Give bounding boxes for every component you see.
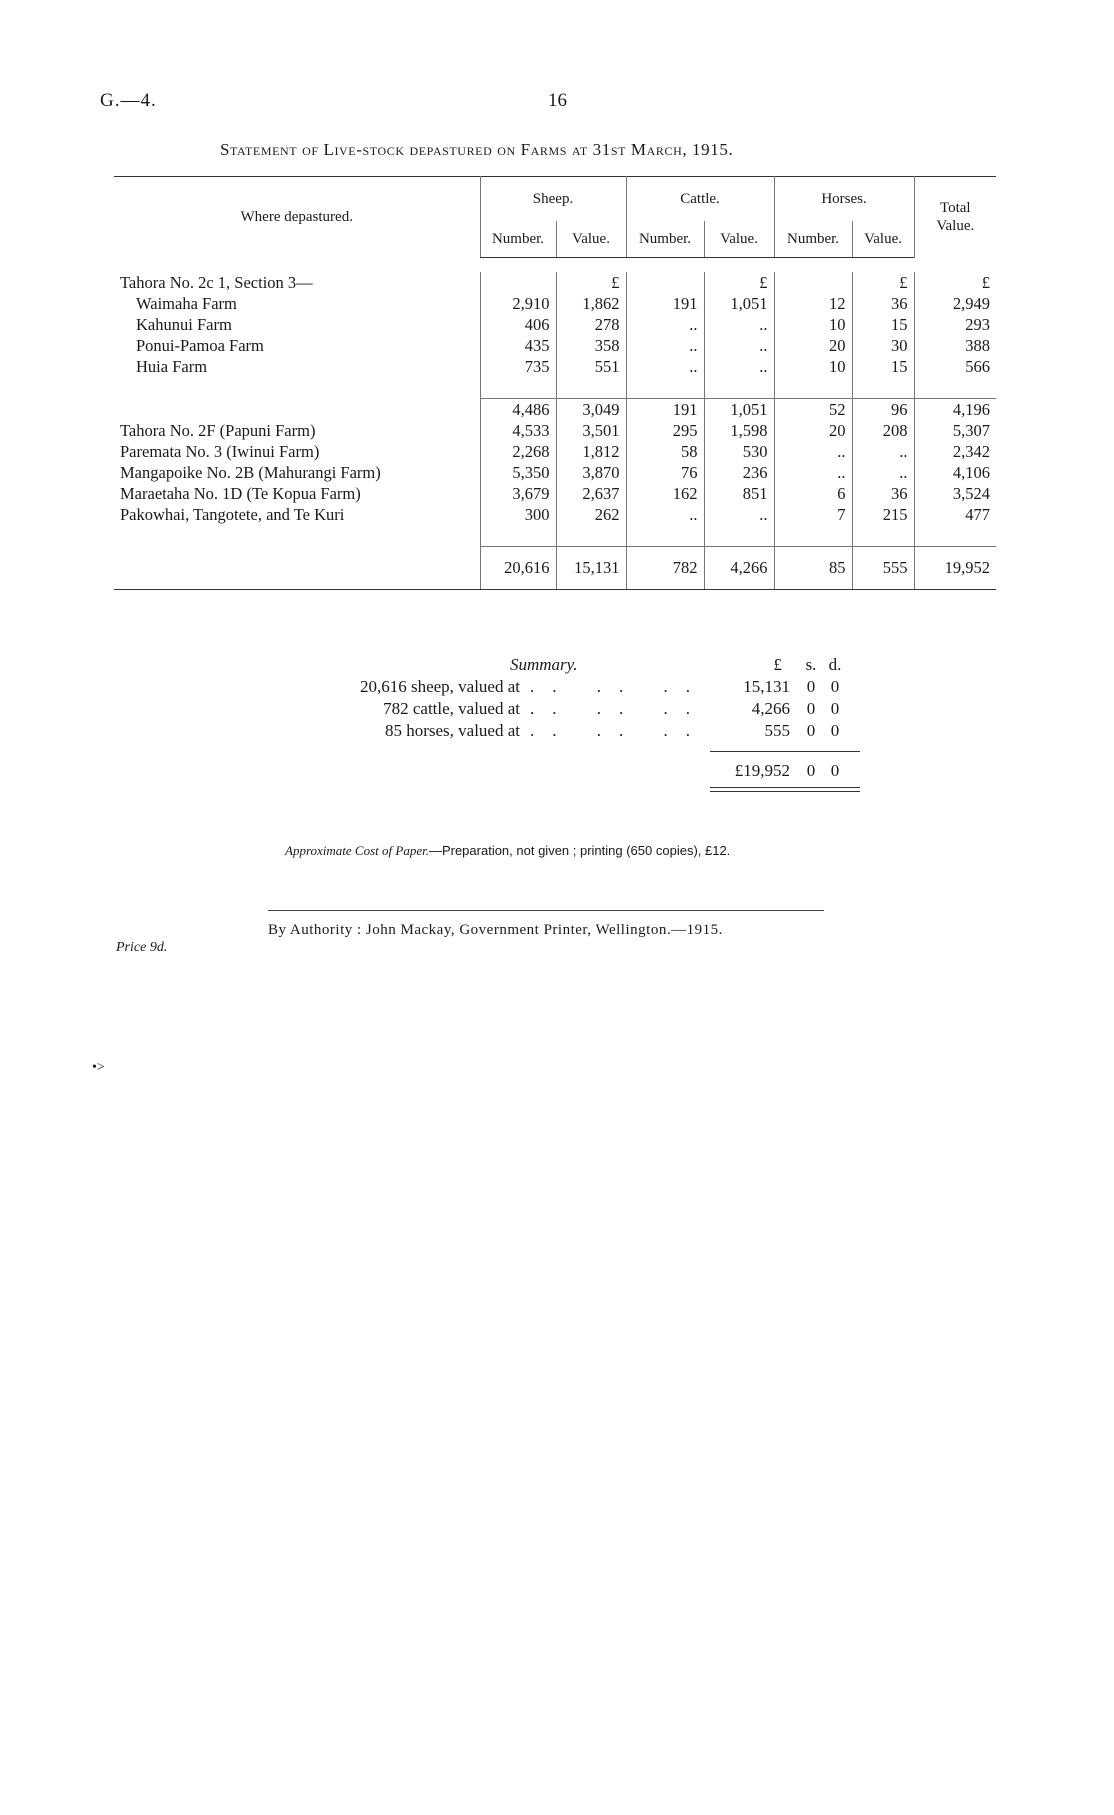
horses-number: ..: [774, 462, 852, 483]
horses-number: 12: [774, 293, 852, 314]
farm-name: Paremata No. 3 (Iwinui Farm): [120, 442, 320, 461]
total-value: 3,524: [914, 483, 996, 504]
horses-number: 10: [774, 356, 852, 377]
sheep-value: 3,870: [556, 462, 626, 483]
header-cattle-number: Number.: [626, 221, 704, 258]
total-value: 566: [914, 356, 996, 377]
subtotal-cattle-number: 191: [626, 399, 704, 421]
farm-name: Waimaha Farm: [136, 294, 237, 313]
summary-label: 20,616 sheep, valued at: [359, 677, 520, 696]
page-number: 16: [548, 90, 567, 111]
table-row: [114, 314, 996, 335]
summary-total-row: [240, 761, 860, 783]
total-sheep-number: 20,616: [480, 547, 556, 590]
summary-label: 85 horses, valued at: [384, 721, 520, 740]
table-row: [114, 420, 996, 441]
summary-amount: 555: [764, 721, 790, 740]
currency-sign: £: [852, 272, 914, 293]
farm-name: Ponui-Pamoa Farm: [136, 336, 264, 355]
cattle-value: ..: [704, 314, 774, 335]
summary-label: 782 cattle, valued at: [383, 699, 520, 718]
livestock-table: [114, 176, 996, 590]
total-value: 293: [914, 314, 996, 335]
summary-double-rule-top: [710, 787, 860, 788]
cattle-value: 530: [704, 441, 774, 462]
header-horses-value: Value.: [852, 221, 914, 258]
total-value: 477: [914, 504, 996, 525]
summary-total-d: 0: [830, 761, 840, 780]
summary-shillings: 0: [806, 699, 816, 718]
farm-name: Maraetaha No. 1D (Te Kopua Farm): [120, 484, 361, 503]
horses-value: 15: [852, 314, 914, 335]
subtotal-horses-number: 52: [774, 399, 852, 421]
total-value: 2,949: [914, 293, 996, 314]
summary-row: [240, 677, 860, 699]
sheep-value: 358: [556, 335, 626, 356]
subtotal-horses-value: 96: [852, 399, 914, 421]
cost-of-paper-note: [285, 843, 730, 859]
total-horses-value: 555: [852, 547, 914, 590]
table-row: [114, 504, 996, 525]
horses-value: 15: [852, 356, 914, 377]
cattle-number: 162: [626, 483, 704, 504]
table-row: [114, 483, 996, 504]
cost-label: Approximate Cost of Paper.: [285, 843, 429, 858]
summary-double-rule-bottom: [710, 791, 860, 792]
sheep-value: 278: [556, 314, 626, 335]
horses-value: 36: [852, 483, 914, 504]
horses-value: 215: [852, 504, 914, 525]
horses-value: ..: [852, 462, 914, 483]
total-cattle-number: 782: [626, 547, 704, 590]
imprint-divider: [268, 910, 824, 911]
cattle-number: ..: [626, 335, 704, 356]
leader-dots: .. .. ..: [530, 677, 708, 696]
summary-shillings: 0: [806, 677, 816, 696]
header-cattle-value: Value.: [704, 221, 774, 258]
total-cattle-value: 4,266: [704, 547, 774, 590]
total-value: 2,342: [914, 441, 996, 462]
farm-name: Pakowhai, Tangotete, and Te Kuri: [120, 505, 345, 524]
summary-amount: 15,131: [743, 677, 790, 696]
horses-value: 30: [852, 335, 914, 356]
sheep-number: 435: [480, 335, 556, 356]
sheep-number: 4,533: [480, 420, 556, 441]
summary-title: Summary.: [510, 655, 578, 674]
sheep-number: 735: [480, 356, 556, 377]
price-note: Price 9d.: [116, 940, 168, 955]
summary-pence: 0: [830, 699, 840, 718]
cattle-number: 58: [626, 441, 704, 462]
sheep-number: 3,679: [480, 483, 556, 504]
header-cattle: Cattle.: [626, 177, 774, 222]
sheep-number: 406: [480, 314, 556, 335]
table-row: [114, 356, 996, 377]
header-horses: Horses.: [774, 177, 914, 222]
sheep-number: 300: [480, 504, 556, 525]
summary-pound-header: £: [773, 655, 782, 674]
summary-rule: [710, 751, 860, 752]
cattle-number: 295: [626, 420, 704, 441]
sheep-value: 551: [556, 356, 626, 377]
sheep-number: 2,268: [480, 441, 556, 462]
cattle-number: 191: [626, 293, 704, 314]
cattle-value: 1,051: [704, 293, 774, 314]
statement-title: Statement of Live-stock depastured on Farms at 31st March, 1915.: [220, 140, 734, 159]
sheep-number: 2,910: [480, 293, 556, 314]
total-grand-value: 19,952: [914, 547, 996, 590]
farm-name: Huia Farm: [136, 357, 208, 376]
sheep-value: 2,637: [556, 483, 626, 504]
total-value: 388: [914, 335, 996, 356]
horses-number: ..: [774, 441, 852, 462]
leader-dots: .. .. ..: [530, 721, 708, 740]
group-heading: Tahora No. 2c 1, Section 3—: [120, 273, 313, 292]
table-row: [114, 293, 996, 314]
total-sheep-value: 15,131: [556, 547, 626, 590]
farm-name: Tahora No. 2F (Papuni Farm): [120, 421, 316, 440]
cattle-number: ..: [626, 504, 704, 525]
summary-row: [240, 721, 860, 743]
cattle-value: ..: [704, 335, 774, 356]
summary-total-amount: £19,952: [734, 761, 790, 780]
sheep-value: 1,862: [556, 293, 626, 314]
horses-number: 20: [774, 420, 852, 441]
header-horses-number: Number.: [774, 221, 852, 258]
cattle-value: ..: [704, 504, 774, 525]
subtotal-sheep-value: 3,049: [556, 399, 626, 421]
cattle-value: 236: [704, 462, 774, 483]
horses-number: 7: [774, 504, 852, 525]
table-row: [114, 272, 996, 293]
cattle-value: ..: [704, 356, 774, 377]
summary-row: [240, 699, 860, 721]
horses-number: 10: [774, 314, 852, 335]
printer-imprint: By Authority : John Mackay, Government Printer, Wellington.—1915.: [268, 922, 723, 938]
currency-sign: £: [914, 272, 996, 293]
total-value: 4,106: [914, 462, 996, 483]
printer-mark: •>: [92, 1060, 105, 1075]
subtotal-total-value: 4,196: [914, 399, 996, 421]
table-row: [114, 441, 996, 462]
table-row: [114, 335, 996, 356]
header-sheep-number: Number.: [480, 221, 556, 258]
header-total-value: Total Value.: [914, 177, 996, 258]
summary-shillings: 0: [806, 721, 816, 740]
horses-value: ..: [852, 441, 914, 462]
summary-pence-header: d.: [828, 655, 842, 674]
sheep-number: 5,350: [480, 462, 556, 483]
summary-amount: 4,266: [751, 699, 790, 718]
document-reference: G.—4.: [100, 90, 157, 111]
cattle-number: ..: [626, 356, 704, 377]
cattle-value: 851: [704, 483, 774, 504]
summary-shilling-header: s.: [805, 655, 817, 674]
leader-dots: .. .. ..: [530, 699, 708, 718]
farm-name: Kahunui Farm: [136, 315, 232, 334]
sheep-value: 3,501: [556, 420, 626, 441]
cattle-number: ..: [626, 314, 704, 335]
total-value: 5,307: [914, 420, 996, 441]
sheep-value: 262: [556, 504, 626, 525]
summary-pence: 0: [830, 721, 840, 740]
cattle-value: 1,598: [704, 420, 774, 441]
subtotal-cattle-value: 1,051: [704, 399, 774, 421]
grand-total-row: [114, 547, 996, 590]
total-horses-number: 85: [774, 547, 852, 590]
horses-value: 36: [852, 293, 914, 314]
cattle-number: 76: [626, 462, 704, 483]
sheep-value: 1,812: [556, 441, 626, 462]
header-where-depastured: Where depastured.: [240, 209, 353, 226]
farm-name: Mangapoike No. 2B (Mahurangi Farm): [120, 463, 381, 482]
summary-total-s: 0: [806, 761, 816, 780]
table-row: [114, 462, 996, 483]
subtotal-sheep-number: 4,486: [480, 399, 556, 421]
cost-text: —Preparation, not given ; printing (650 copies), £12.: [428, 843, 731, 858]
subtotal-row: [114, 399, 996, 421]
currency-sign: £: [704, 272, 774, 293]
header-sheep-value: Value.: [556, 221, 626, 258]
currency-sign: £: [556, 272, 626, 293]
summary-pence: 0: [830, 677, 840, 696]
horses-value: 208: [852, 420, 914, 441]
header-sheep: Sheep.: [480, 177, 626, 222]
horses-number: 20: [774, 335, 852, 356]
horses-number: 6: [774, 483, 852, 504]
